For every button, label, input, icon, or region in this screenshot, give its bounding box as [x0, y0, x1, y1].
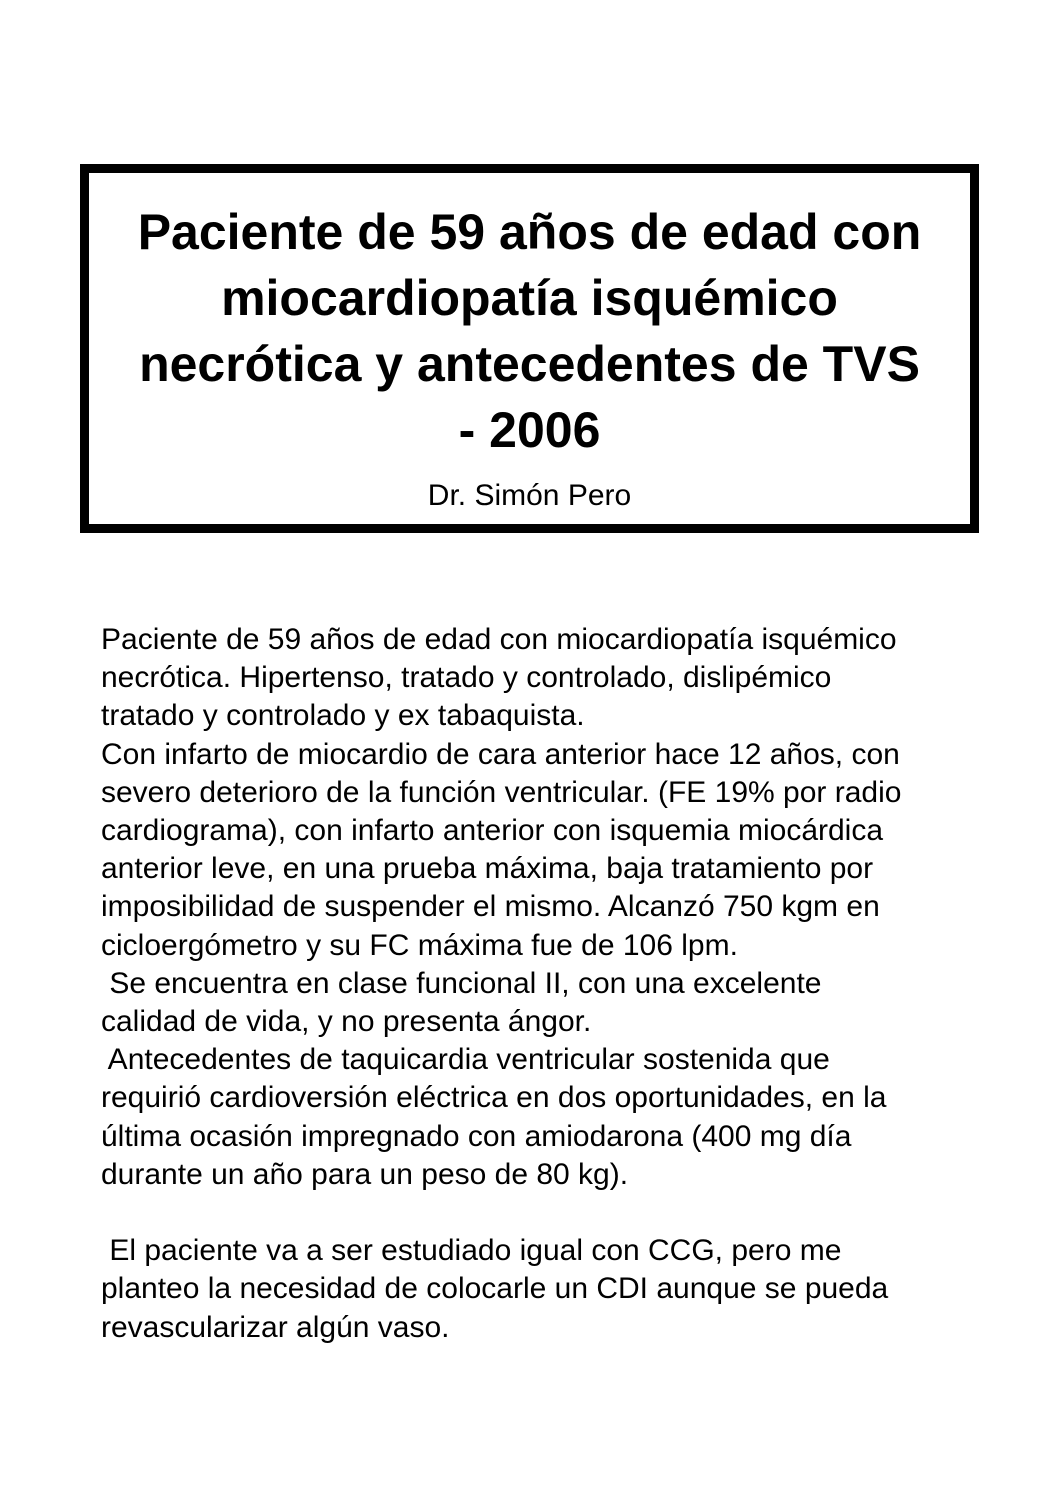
title-line: Paciente de 59 años de edad con	[137, 204, 922, 260]
body-line: Paciente de 59 años de edad con miocardiopatía isquémico	[101, 623, 897, 656]
title-line: necrótica y antecedentes de TVS	[139, 336, 920, 392]
body-line: severo deterioro de la función ventricular. (FE 19% por radio	[101, 775, 902, 809]
title-box	[80, 164, 979, 533]
body-line: necrótica. Hipertenso, tratado y controlado, dislipémico	[101, 661, 832, 695]
author-name: Dr. Simón Pero	[427, 479, 632, 512]
body-line: Se encuentra en clase funcional II, con una excelente	[101, 966, 822, 1000]
title-line: - 2006	[458, 402, 601, 458]
body-line: requirió cardioversión eléctrica en dos oportunidades, en la	[101, 1081, 887, 1115]
body-line: cicloergómetro y su FC máxima fue de 106 lpm.	[101, 928, 738, 962]
paragraph-gap	[101, 1194, 1001, 1232]
body-line: Antecedentes de taquicardia ventricular sostenida que	[101, 1043, 830, 1077]
body-line: durante un año para un peso de 80 kg).	[101, 1157, 629, 1191]
body-line: Con infarto de miocardio de cara anterior hace 12 años, con	[101, 737, 900, 771]
body-line: última ocasión impregnado con amiodarona (400 mg día	[101, 1119, 852, 1153]
body-line: planteo la necesidad de colocarle un CDI aunque se pueda	[101, 1272, 889, 1306]
body-line: anterior leve, en una prueba máxima, baja tratamiento por	[101, 852, 874, 886]
body-line: imposibilidad de suspender el mismo. Alcanzó 750 kgm en	[101, 890, 880, 924]
body-line: revascularizar algún vaso.	[101, 1310, 450, 1344]
document-title	[89, 199, 970, 463]
case-description	[101, 621, 1001, 1347]
title-line: miocardiopatía isquémico	[221, 270, 838, 326]
body-line: tratado y controlado y ex tabaquista.	[101, 699, 585, 733]
body-line: calidad de vida, y no presenta ángor.	[101, 1005, 592, 1039]
body-line: El paciente va a ser estudiado igual con CCG, pero me	[101, 1234, 842, 1268]
body-line: cardiograma), con infarto anterior con isquemia miocárdica	[101, 814, 884, 848]
